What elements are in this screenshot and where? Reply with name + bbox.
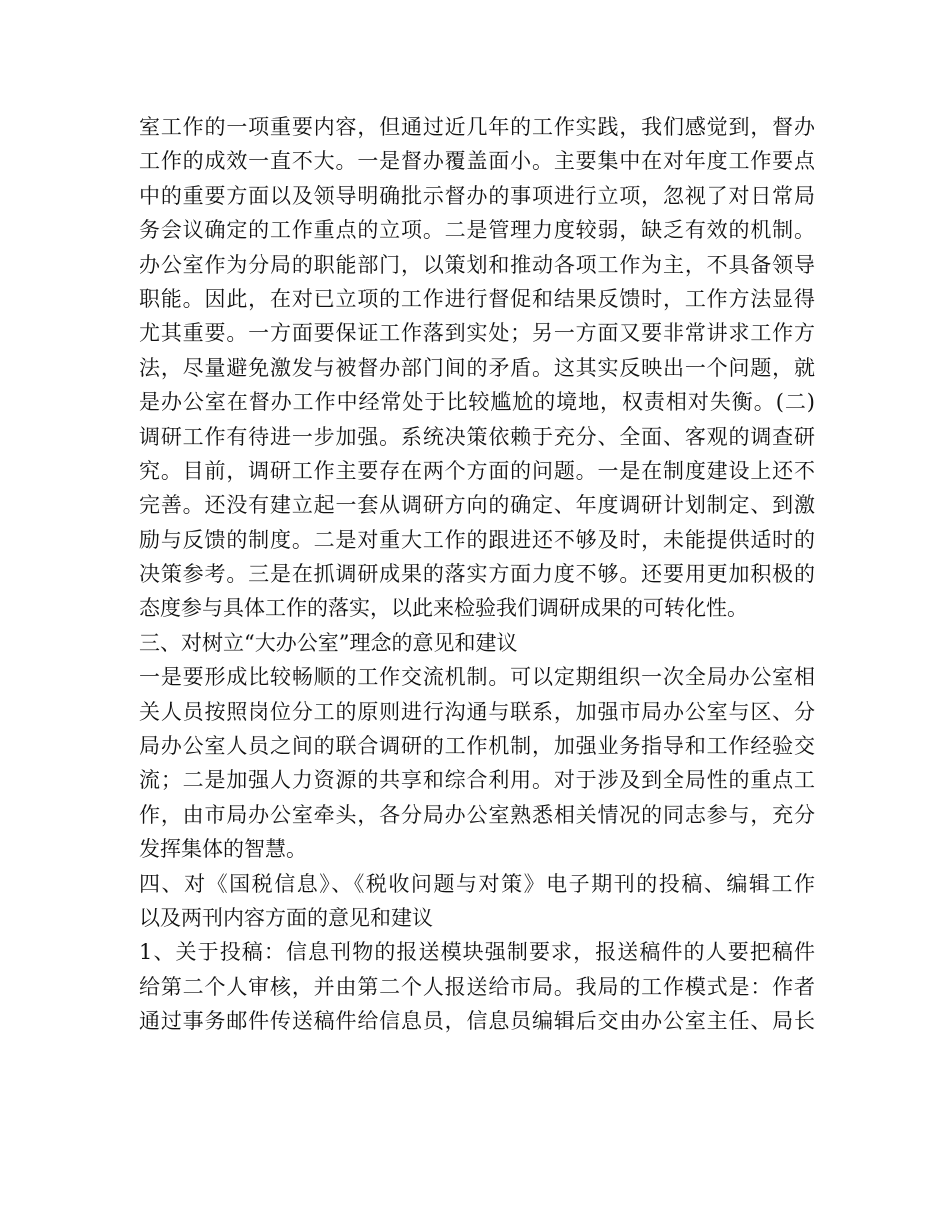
text-line: 态度参与具体工作的落实，以此来检验我们调研成果的可转化性。	[139, 596, 748, 621]
text-line: 给第二个人审核，并由第二个人报送给市局。我局的工作模式是：作者	[139, 974, 815, 999]
text-line: 励与反馈的制度。二是对重大工作的跟进还不够及时，未能提供适时的	[139, 527, 815, 552]
text-line: 中的重要方面以及领导明确批示督办的事项进行立项，忽视了对日常局	[139, 183, 815, 208]
text-line: 究。目前，调研工作主要存在两个方面的问题。一是在制度建设上还不	[139, 458, 815, 483]
text-line: 一是要形成比较畅顺的工作交流机制。可以定期组织一次全局办公室相	[139, 665, 815, 690]
text-line: 室工作的一项重要内容，但通过近几年的工作实践，我们感觉到，督办	[139, 115, 815, 139]
text-line: 完善。还没有建立起一套从调研方向的确定、年度调研计划制定、到激	[139, 493, 815, 518]
text-line: 办公室作为分局的职能部门，以策划和推动各项工作为主，不具备领导	[139, 252, 815, 277]
text-line: 四、对《国税信息》、《税收问题与对策》电子期刊的投稿、编辑工作	[139, 871, 815, 896]
text-line: 决策参考。三是在抓调研成果的落实方面力度不够。还要用更加积极的	[139, 562, 815, 587]
text-line: 是办公室在督办工作中经常处于比较尴尬的境地，权责相对失衡。(二)	[139, 390, 815, 415]
text-line: 工作的成效一直不大。一是督办覆盖面小。主要集中在对年度工作要点	[139, 149, 815, 174]
text-line: 作，由市局办公室牵头，各分局办公室熟悉相关情况的同志参与，充分	[139, 802, 815, 827]
text-line: 1、关于投稿：信息刊物的报送模块强制要求，报送稿件的人要把稿件	[139, 940, 815, 965]
text-line: 法，尽量避免激发与被督办部门间的矛盾。这其实反映出一个问题，就	[139, 355, 815, 380]
document-body	[139, 110, 815, 1039]
text-line: 职能。因此，在对已立项的工作进行督促和结果反馈时，工作方法显得	[139, 286, 815, 311]
text-line: 关人员按照岗位分工的原则进行沟通与联系，加强市局办公室与区、分	[139, 699, 815, 724]
text-line: 流；二是加强人力资源的共享和综合利用。对于涉及到全局性的重点工	[139, 768, 815, 793]
text-line: 调研工作有待进一步加强。系统决策依赖于充分、全面、客观的调查研	[139, 424, 815, 449]
text-line: 以及两刊内容方面的意见和建议	[139, 905, 433, 930]
text-line: 局办公室人员之间的联合调研的工作机制，加强业务指导和工作经验交	[139, 734, 815, 759]
text-line: 尤其重要。一方面要保证工作落到实处；另一方面又要非常讲求工作方	[139, 321, 815, 346]
text-line: 发挥集体的智慧。	[139, 837, 307, 862]
text-line: 务会议确定的工作重点的立项。二是管理力度较弱，缺乏有效的机制。	[139, 218, 815, 243]
text-line: 通过事务邮件传送稿件给信息员，信息员编辑后交由办公室主任、局长	[139, 1009, 815, 1034]
text-line: 三、对树立“大办公室”理念的意见和建议	[139, 630, 518, 655]
